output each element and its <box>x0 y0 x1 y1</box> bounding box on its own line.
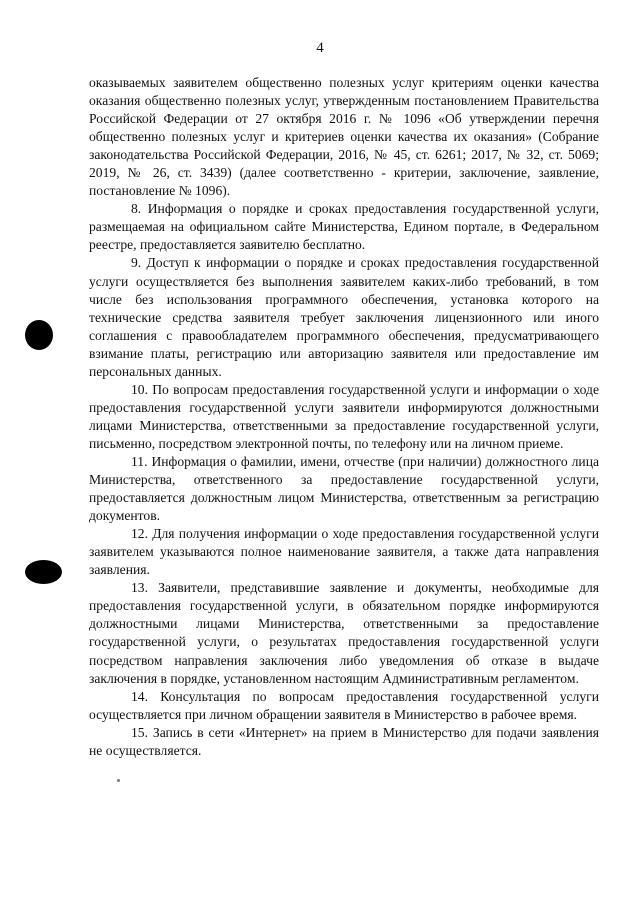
paragraph-continuation: оказываемых заявителем общественно полезных услуг критериям оценки качества оказания общественно полезных услуг, утвержденным постановлением Правительства Российской Федерации от 27 октября 2016 г. № 1096 «Об утверждении перечня общественно полезных услуг и критериев оценки качества их оказания» (Собрание законодательства Российской Федерации, 2016, № 45, ст. 6261; 2017, № 32, ст. 5069; 2019, № 26, ст. 3439) (далее соответственно - критерии, заключение, заявление, постановление № 1096). <box>89 75 599 199</box>
paragraph-8: 8. Информация о порядке и сроках предоставления государственной услуги, размещаемая на официальном сайте Министерства, Едином портале, в Федеральном реестре, предоставляется заявителю бесплатно. <box>89 201 599 253</box>
paragraph-14: 14. Консультация по вопросам предоставления государственной услуги осуществляется при личном обращении заявителя в Министерство в рабочее время. <box>89 688 599 722</box>
document-body <box>89 74 599 760</box>
binder-hole-mark <box>25 320 53 350</box>
paragraph-9: 9. Доступ к информации о порядке и сроках предоставления государственной услуги осуществляется без выполнения заявителем каких-либо требований, в том числе без использования программного обеспечения, установка которого на технические средства заявителя требует заключения лицензионного или иного соглашения с правообладателем программного обеспечения, предусматривающего взимание платы, регистрацию или авторизацию заявителя или предоставление им персональных данных. <box>89 255 599 379</box>
paragraph-13: 13. Заявители, представившие заявление и документы, необходимые для предоставления государственной услуги, в обязательном порядке информируются должностными лицами Министерства, ответственными за предоставление государственной услуги, о результатах предоставления государственной услуги посредством направления заключения либо уведомления об отказе в выдаче заключения в порядке, установленном настоящим Административным регламентом. <box>89 580 599 686</box>
page-number: 4 <box>316 40 324 56</box>
binder-hole-mark <box>25 560 62 584</box>
paragraph-11: 11. Информация о фамилии, имени, отчестве (при наличии) должностного лица Министерства, ответственного за предоставление государственной услуги, предоставляется должностным лицом Министерства, ответственным за регистрацию документов. <box>89 453 599 524</box>
scan-speck <box>117 779 120 782</box>
paragraph-10: 10. По вопросам предоставления государственной услуги и информации о ходе предоставления государственной услуги заявители информируются должностными лицами Министерства, ответственными за предоставление государственной услуги, письменно, посредством электронной почты, по телефону или на личном приеме. <box>89 381 599 451</box>
paragraph-15: 15. Запись в сети «Интернет» на прием в Министерство для подачи заявления не осуществляется. <box>89 724 599 758</box>
paragraph-12: 12. Для получения информации о ходе предоставления государственной услуги заявителем указываются полное наименование заявителя, а также дата направления заявления. <box>89 526 599 578</box>
